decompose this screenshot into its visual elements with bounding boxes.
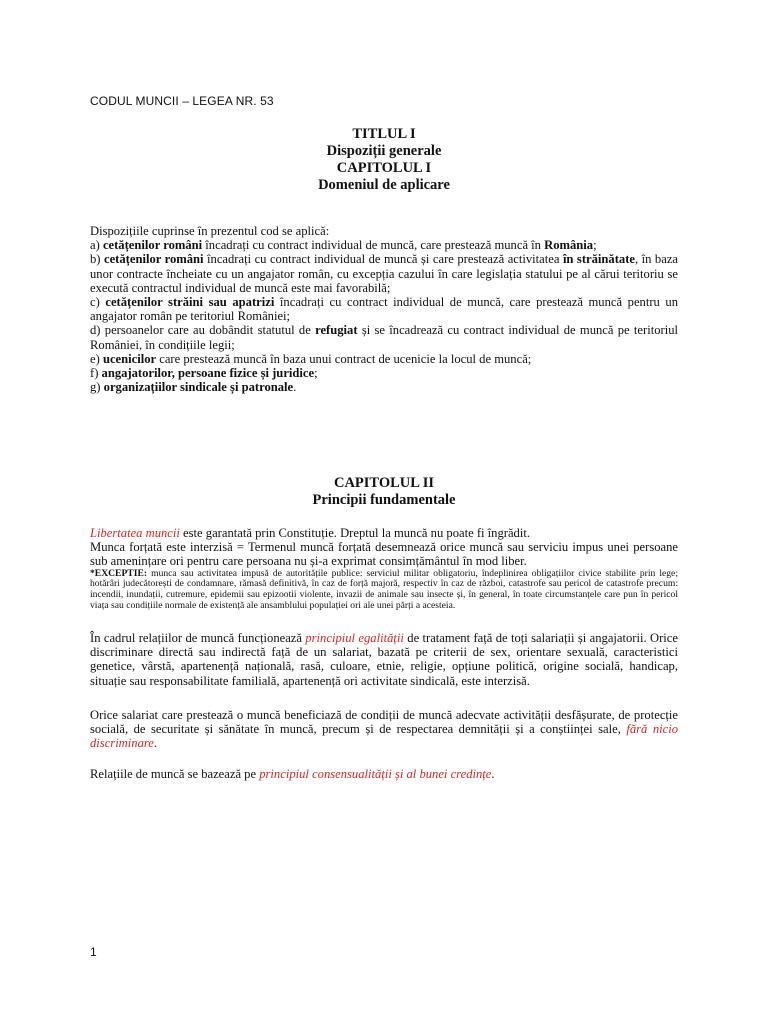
scope-item-b: b) cetățenilor români încadrați cu contract individual de muncă și care prestează activitatea în străinătate, în baza unor contracte încheiate cu un angajator român, cu excepția cazului în care legislația statului pe al cărui teritoriu se execută contractul individual de muncă este mai favorabilă; xyxy=(90,252,678,295)
scope-item-a: a) cetățenilor români încadrați cu contract individual de muncă, care prestează muncă în România; xyxy=(90,238,597,253)
section-scope xyxy=(90,224,678,394)
document-header: CODUL MUNCII – LEGEA NR. 53 xyxy=(90,94,274,108)
scope-item-d: d) persoanelor care au dobândit statutul de refugiat și se încadrează cu contract individual de muncă pe teritoriul României, în condițiile legii; xyxy=(90,323,678,352)
principle-working-conditions: Orice salariat care prestează o muncă beneficiază de condiții de muncă adecvate activității desfășurate, de protecție socială, de securitate și sănătate în muncă, precum și de respectarea demnității și a conștiinței sale, fără nicio discriminare. xyxy=(90,708,678,751)
title-block xyxy=(90,126,678,194)
scope-item-g: g) organizațiilor sindicale și patronale. xyxy=(90,380,297,395)
scope-item-e: e) ucenicilor care prestează muncă în baza unui contract de ucenicie la locul de muncă; xyxy=(90,351,532,366)
title-heading: TITLUL I xyxy=(352,126,416,142)
principle-forced-labour: Munca forțată este interzisă = Termenul muncă forțată desemnează orice muncă sau serviciu impus unei persoane sub amenințare ori pentru care persoana nu și-a exprimat consimțământul în mod liber. xyxy=(90,540,678,569)
scope-item-c: c) cetățenilor străini sau apatrizi încadrați cu contract individual de muncă, care prestează muncă pentru un angajator român pe teritoriul României; xyxy=(90,295,678,324)
chapter2-subheading: Principii fundamentale xyxy=(312,492,456,508)
section-principles xyxy=(90,526,678,612)
principle-freedom: Libertatea muncii este garantată prin Constituție. Dreptul la muncă nu poate fi îngrădit. xyxy=(90,526,530,540)
scope-item-f: f) angajatorilor, persoane fizice și juridice; xyxy=(90,366,318,381)
chapter-subheading: Domeniul de aplicare xyxy=(318,177,450,193)
chapter2-block xyxy=(90,475,678,509)
principle-consensuality: Relațiile de muncă se bazează pe principiul consensualității și al bunei credințe. xyxy=(90,767,495,781)
exception-note: *EXCEPTIE: munca sau activitatea impusă de autoritățile publice: serviciul militar obligatoriu, îndeplinirea obligațiilor civice stabilite prin lege; hotărâri judecătorești de condamnare, rămasă definitivă, în caz de forță majoră, respectiv în caz de război, catastrofe sau pericol de catastrofe precum: incendii, inundații, cutremure, epidemii sau epizootii violente, invazii de animale sau insecte și, în general, în toate circumstanțele care pun în pericol viața sau condițiile normale de existență ale ansamblului populației ori ale unei părți a acesteia. xyxy=(90,567,678,611)
title-subheading: Dispoziții generale xyxy=(326,143,442,159)
page-number: 1 xyxy=(90,945,97,959)
principle-equality: În cadrul relațiilor de muncă funcționează principiul egalității de tratament față de toți salariații și angajatorii. Orice discriminare directă sau indirectă față de un salariat, bazată pe criterii de sex, orientare sexuală, caracteristici genetice, vârstă, apartenență națională, rasă, culoare, etnie, religie, opțiune politică, origine socială, handicap, situație sau responsabilitate familială, apartenență ori activitate sindicală, este interzisă. xyxy=(90,631,678,688)
chapter2-heading: CAPITOLUL II xyxy=(333,475,435,491)
scope-intro: Dispozițiile cuprinse în prezentul cod se aplică: xyxy=(90,224,330,238)
chapter-heading: CAPITOLUL I xyxy=(336,160,432,176)
